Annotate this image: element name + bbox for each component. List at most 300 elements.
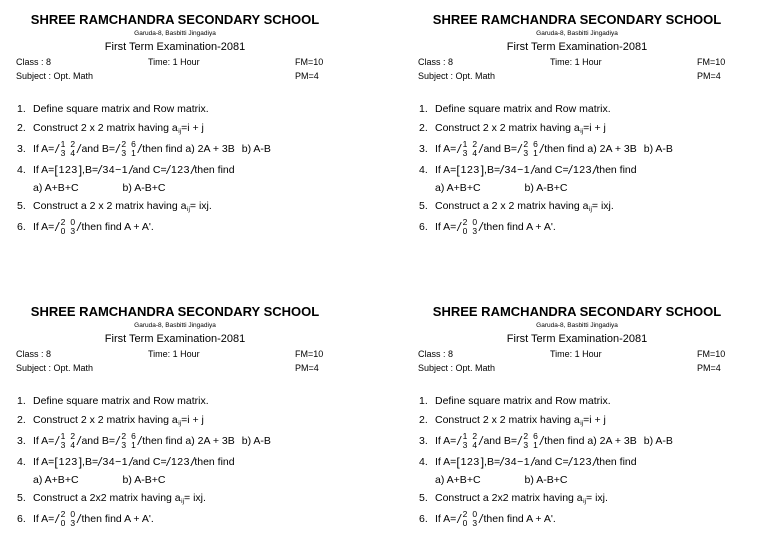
- question-list: [419, 391, 768, 530]
- class-info: Class : 8: [418, 349, 454, 359]
- full-marks: FM=10: [697, 57, 726, 67]
- matrix-bracket: /: [190, 454, 195, 469]
- question-number: 3.: [17, 435, 26, 447]
- matrix-cell: 6: [131, 431, 136, 441]
- matrix-column: [472, 510, 477, 528]
- matrix-cell: 1: [462, 139, 468, 149]
- question-text: Define square matrix and Row matrix.: [435, 102, 611, 115]
- question-number: 4.: [419, 163, 428, 176]
- row-matrix-c: 123: [572, 455, 592, 468]
- matrix-cell: 0: [462, 518, 468, 528]
- question-text: Construct a 2x2 matrix having a: [435, 492, 583, 505]
- matrix-a: [55, 218, 80, 236]
- matrix-b: [116, 140, 141, 158]
- question-5: [17, 197, 383, 217]
- question-text: then find: [194, 455, 235, 468]
- matrix-cell: 0: [60, 518, 66, 528]
- matrix-cell: 2: [70, 139, 76, 149]
- question-list: [17, 99, 383, 238]
- question-text: Construct a 2 x 2 matrix having a: [435, 200, 589, 213]
- row-matrix-c: 123: [170, 455, 190, 468]
- row-matrix-a: 123: [58, 455, 78, 468]
- question-text: If A=: [435, 143, 457, 155]
- row-bracket: ]: [78, 162, 83, 177]
- matrix-column: [61, 140, 66, 158]
- matrix-cell: 0: [70, 217, 76, 227]
- question-6: [419, 216, 768, 238]
- question-text: and C=: [132, 163, 167, 176]
- pass-marks: PM=4: [295, 71, 319, 81]
- matrix-cell: 1: [131, 148, 136, 158]
- question-text: = ixj.: [591, 200, 614, 213]
- question-list: [17, 391, 383, 530]
- row-matrix-c: 123: [170, 163, 190, 176]
- question-2: [17, 119, 383, 139]
- question-6: [419, 508, 768, 530]
- matrix-bracket: /: [539, 434, 544, 448]
- subscript: ij: [580, 127, 584, 135]
- question-number: 6.: [419, 513, 428, 525]
- question-text: Construct 2 x 2 matrix having a: [33, 122, 178, 135]
- exam-paper-top-right: [416, 12, 768, 252]
- matrix-bracket: /: [531, 162, 535, 177]
- matrix-column: [463, 140, 468, 158]
- matrix-bracket: /: [479, 434, 483, 448]
- matrix-cell: 1: [60, 431, 66, 441]
- matrix-cell: 6: [533, 431, 538, 441]
- matrix-cell: 3: [121, 440, 127, 450]
- question-text: then find A + A'.: [483, 221, 556, 233]
- question-text: and B=: [483, 435, 518, 447]
- matrix-a: [457, 432, 482, 450]
- question-number: 3.: [419, 435, 428, 447]
- question-part-a: a) A+B+C: [435, 474, 481, 486]
- question-5: [419, 197, 768, 217]
- matrix-column: [61, 218, 66, 236]
- school-address: Garuda-8, Basbitti Jingadiya: [536, 322, 618, 329]
- matrix-cell: 6: [533, 139, 538, 149]
- question-text: Define square matrix and Row matrix.: [33, 102, 209, 115]
- full-marks: FM=10: [295, 57, 324, 67]
- matrix-column: [472, 140, 477, 158]
- question-3: [419, 138, 768, 160]
- row-matrix-b: 34−1: [102, 455, 129, 468]
- subscript: ij: [187, 205, 190, 213]
- matrix-column: [463, 218, 468, 236]
- question-2: [419, 411, 768, 431]
- exam-title: First Term Examination-2081: [104, 333, 246, 345]
- time-info: Time: 1 Hour: [148, 57, 200, 67]
- matrix-bracket: /: [98, 454, 102, 469]
- class-info: Class : 8: [418, 57, 454, 67]
- matrix-cell: 2: [472, 139, 478, 149]
- question-2: [419, 119, 768, 139]
- matrix-a: [55, 140, 80, 158]
- question-text: ,B=: [484, 455, 501, 468]
- pass-marks: PM=4: [295, 363, 319, 373]
- matrix-bracket: /: [457, 142, 461, 156]
- matrix-bracket: /: [592, 162, 597, 177]
- question-1: [17, 99, 383, 119]
- matrix-column: [463, 510, 468, 528]
- question-number: 1.: [419, 394, 428, 407]
- question-text: Construct a 2 x 2 matrix having a: [33, 200, 187, 213]
- subscript: ij: [178, 419, 182, 427]
- matrix-a: [457, 140, 482, 158]
- question-text: =i + j: [583, 122, 606, 135]
- question-text: ,B=: [82, 163, 99, 176]
- exam-paper-bottom-left: [14, 304, 386, 544]
- matrix-cell: 2: [121, 139, 127, 149]
- question-text: Construct 2 x 2 matrix having a: [435, 122, 580, 135]
- question-part-b: b) A-B+C: [122, 474, 166, 486]
- matrix-cell: 1: [60, 139, 66, 149]
- matrix-cell: 3: [472, 226, 478, 236]
- row-matrix-a: 123: [58, 163, 78, 176]
- matrix-bracket: /: [592, 454, 597, 469]
- row-bracket: ]: [480, 454, 485, 469]
- question-part-b: b) A-B: [241, 143, 271, 155]
- time-info: Time: 1 Hour: [148, 349, 200, 359]
- question-number: 5.: [419, 492, 428, 505]
- question-text: then find: [596, 163, 637, 176]
- question-text: and B=: [81, 435, 116, 447]
- matrix-bracket: /: [98, 162, 102, 177]
- question-part-b: b) A-B+C: [524, 474, 568, 486]
- matrix-bracket: /: [137, 142, 142, 156]
- matrix-cell: 4: [472, 148, 478, 158]
- question-number: 4.: [17, 163, 26, 176]
- matrix-column: [472, 432, 477, 450]
- matrix-bracket: /: [55, 142, 59, 156]
- question-text: If A=: [33, 143, 55, 155]
- subscript: ij: [583, 497, 587, 505]
- class-info: Class : 8: [16, 57, 52, 67]
- question-number: 5.: [419, 200, 428, 213]
- matrix-b: [116, 432, 141, 450]
- question-text: =i + j: [181, 414, 204, 427]
- question-text: ,B=: [82, 455, 99, 468]
- question-text: If A=: [435, 163, 457, 176]
- exam-paper-top-left: [14, 12, 386, 252]
- question-text: If A=: [435, 435, 457, 447]
- matrix-bracket: /: [531, 454, 535, 469]
- question-text: and C=: [534, 163, 569, 176]
- matrix-bracket: /: [457, 512, 461, 526]
- question-number: 1.: [17, 394, 26, 407]
- matrix-cell: 3: [523, 148, 529, 158]
- subscript: ij: [178, 127, 182, 135]
- matrix-cell: 3: [60, 148, 66, 158]
- question-1: [17, 391, 383, 411]
- matrix-bracket: /: [166, 162, 170, 177]
- matrix-column: [523, 432, 528, 450]
- school-address: Garuda-8, Basbitti Jingadiya: [134, 30, 216, 37]
- question-text: Construct 2 x 2 matrix having a: [435, 414, 580, 427]
- question-1: [419, 391, 768, 411]
- matrix-column: [472, 218, 477, 236]
- matrix-column: [61, 432, 66, 450]
- question-3: [17, 138, 383, 160]
- question-text: If A=: [435, 221, 457, 233]
- row-matrix-b: 34−1: [102, 163, 129, 176]
- matrix-bracket: /: [568, 454, 572, 469]
- question-text: If A=: [33, 435, 55, 447]
- matrix-cell: 4: [70, 148, 76, 158]
- subject-info: Subject : Opt. Math: [418, 71, 496, 81]
- matrix-b: [518, 432, 543, 450]
- question-text: then find A + A'.: [483, 513, 556, 525]
- question-part-b: b) A-B: [643, 143, 673, 155]
- pass-marks: PM=4: [697, 71, 721, 81]
- matrix-cell: 0: [70, 509, 76, 519]
- matrix-cell: 3: [523, 440, 529, 450]
- matrix-bracket: /: [568, 162, 572, 177]
- matrix-cell: 2: [60, 217, 66, 227]
- matrix-cell: 2: [523, 431, 529, 441]
- row-matrix-b: 34−1: [504, 163, 531, 176]
- question-text: If A=: [435, 513, 457, 525]
- matrix-bracket: /: [116, 434, 120, 448]
- school-name: SHREE RAMCHANDRA SECONDARY SCHOOL: [432, 12, 722, 27]
- matrix-column: [523, 140, 528, 158]
- question-text: = ixj.: [184, 492, 206, 505]
- question-number: 5.: [17, 200, 26, 213]
- full-marks: FM=10: [295, 349, 324, 359]
- question-text: and B=: [483, 143, 518, 155]
- question-4: [17, 452, 383, 472]
- matrix-bracket: /: [55, 220, 59, 234]
- matrix-bracket: /: [539, 142, 544, 156]
- matrix-cell: 4: [472, 440, 478, 450]
- matrix-bracket: /: [137, 434, 142, 448]
- question-1: [419, 99, 768, 119]
- question-text: then find A + A'.: [81, 221, 154, 233]
- matrix-cell: 2: [472, 431, 478, 441]
- matrix-bracket: /: [457, 220, 461, 234]
- matrix-column: [61, 510, 66, 528]
- question-text: If A=: [33, 163, 55, 176]
- matrix-column: [70, 218, 75, 236]
- question-number: 2.: [419, 414, 428, 427]
- question-number: 5.: [17, 492, 26, 505]
- question-5: [17, 489, 383, 509]
- matrix-cell: 2: [70, 431, 76, 441]
- question-text: then find a) 2A + 3B: [544, 143, 637, 155]
- question-part-b: b) A-B+C: [122, 182, 166, 194]
- matrix-cell: 3: [121, 148, 127, 158]
- school-address: Garuda-8, Basbitti Jingadiya: [134, 322, 216, 329]
- subject-info: Subject : Opt. Math: [418, 363, 496, 373]
- matrix-cell: 0: [472, 217, 478, 227]
- matrix-cell: 1: [131, 440, 136, 450]
- matrix-a: [457, 218, 482, 236]
- exam-paper-bottom-right: [416, 304, 768, 544]
- question-text: If A=: [435, 455, 457, 468]
- question-part-a: a) A+B+C: [33, 182, 79, 194]
- matrix-cell: 0: [462, 226, 468, 236]
- question-number: 3.: [419, 143, 428, 155]
- question-number: 6.: [17, 221, 26, 233]
- matrix-column: [121, 140, 126, 158]
- question-text: and C=: [534, 455, 569, 468]
- subscript: ij: [580, 419, 584, 427]
- question-number: 2.: [419, 122, 428, 135]
- matrix-bracket: /: [55, 434, 59, 448]
- question-number: 2.: [17, 414, 26, 427]
- question-4: [419, 160, 768, 180]
- question-part-b: b) A-B: [643, 435, 673, 447]
- matrix-cell: 2: [121, 431, 127, 441]
- question-part-b: b) A-B: [241, 435, 271, 447]
- matrix-cell: 0: [472, 509, 478, 519]
- question-text: If A=: [33, 221, 55, 233]
- subscript: ij: [181, 497, 185, 505]
- matrix-cell: 3: [60, 440, 66, 450]
- question-text: ,B=: [484, 163, 501, 176]
- row-bracket: [: [456, 162, 460, 177]
- matrix-column: [131, 140, 136, 158]
- matrix-column: [70, 140, 75, 158]
- question-4: [17, 160, 383, 180]
- matrix-bracket: /: [500, 454, 504, 469]
- matrix-cell: 4: [70, 440, 76, 450]
- matrix-cell: 0: [60, 226, 66, 236]
- row-bracket: [: [456, 454, 460, 469]
- matrix-cell: 1: [533, 440, 538, 450]
- question-4-parts: [419, 472, 768, 489]
- question-5: [419, 489, 768, 509]
- question-text: If A=: [33, 513, 55, 525]
- matrix-cell: 3: [70, 518, 76, 528]
- matrix-bracket: /: [518, 142, 522, 156]
- question-number: 4.: [17, 455, 26, 468]
- matrix-bracket: /: [479, 220, 483, 234]
- matrix-column: [131, 432, 136, 450]
- matrix-a: [457, 510, 482, 528]
- school-address: Garuda-8, Basbitti Jingadiya: [536, 30, 618, 37]
- matrix-bracket: /: [457, 434, 461, 448]
- question-4: [419, 452, 768, 472]
- matrix-cell: 3: [70, 226, 76, 236]
- question-text: then find A + A'.: [81, 513, 154, 525]
- question-part-b: b) A-B+C: [524, 182, 568, 194]
- matrix-bracket: /: [129, 162, 133, 177]
- matrix-bracket: /: [77, 434, 81, 448]
- matrix-bracket: /: [77, 512, 81, 526]
- question-3: [419, 430, 768, 452]
- matrix-bracket: /: [190, 162, 195, 177]
- question-text: Construct 2 x 2 matrix having a: [33, 414, 178, 427]
- matrix-cell: 6: [131, 139, 136, 149]
- question-text: then find: [596, 455, 637, 468]
- question-number: 2.: [17, 122, 26, 135]
- matrix-b: [518, 140, 543, 158]
- time-info: Time: 1 Hour: [550, 349, 602, 359]
- matrix-column: [533, 140, 538, 158]
- matrix-column: [70, 432, 75, 450]
- question-number: 6.: [419, 221, 428, 233]
- row-matrix-a: 123: [460, 455, 480, 468]
- matrix-column: [533, 432, 538, 450]
- question-text: = ixj.: [189, 200, 212, 213]
- question-text: =i + j: [181, 122, 204, 135]
- question-part-a: a) A+B+C: [33, 474, 79, 486]
- question-6: [17, 508, 383, 530]
- matrix-cell: 2: [462, 217, 468, 227]
- matrix-bracket: /: [129, 454, 133, 469]
- question-part-a: a) A+B+C: [435, 182, 481, 194]
- question-list: [419, 99, 768, 238]
- question-text: Define square matrix and Row matrix.: [435, 394, 611, 407]
- question-number: 3.: [17, 143, 26, 155]
- matrix-bracket: /: [479, 512, 483, 526]
- matrix-cell: 2: [523, 139, 529, 149]
- question-text: = ixj.: [586, 492, 608, 505]
- question-number: 4.: [419, 455, 428, 468]
- matrix-cell: 2: [462, 509, 468, 519]
- row-bracket: [: [54, 454, 58, 469]
- matrix-bracket: /: [166, 454, 170, 469]
- matrix-bracket: /: [77, 142, 81, 156]
- question-text: then find a) 2A + 3B: [142, 435, 235, 447]
- matrix-column: [463, 432, 468, 450]
- question-number: 1.: [419, 102, 428, 115]
- matrix-a: [55, 510, 80, 528]
- row-bracket: [: [54, 162, 58, 177]
- question-text: and B=: [81, 143, 116, 155]
- question-text: =i + j: [583, 414, 606, 427]
- row-matrix-a: 123: [460, 163, 480, 176]
- question-text: then find a) 2A + 3B: [544, 435, 637, 447]
- exam-title: First Term Examination-2081: [506, 333, 648, 345]
- question-4-parts: [17, 180, 383, 197]
- subscript: ij: [589, 205, 592, 213]
- question-4-parts: [419, 180, 768, 197]
- row-matrix-b: 34−1: [504, 455, 531, 468]
- row-matrix-c: 123: [572, 163, 592, 176]
- matrix-bracket: /: [479, 142, 483, 156]
- matrix-bracket: /: [116, 142, 120, 156]
- question-6: [17, 216, 383, 238]
- question-4-parts: [17, 472, 383, 489]
- matrix-a: [55, 432, 80, 450]
- question-3: [17, 430, 383, 452]
- school-name: SHREE RAMCHANDRA SECONDARY SCHOOL: [30, 304, 320, 319]
- matrix-cell: 1: [533, 148, 538, 158]
- pass-marks: PM=4: [697, 363, 721, 373]
- class-info: Class : 8: [16, 349, 52, 359]
- matrix-cell: 1: [462, 431, 468, 441]
- subject-info: Subject : Opt. Math: [16, 71, 94, 81]
- question-number: 6.: [17, 513, 26, 525]
- question-text: then find a) 2A + 3B: [142, 143, 235, 155]
- question-text: Construct a 2x2 matrix having a: [33, 492, 181, 505]
- matrix-column: [70, 510, 75, 528]
- matrix-bracket: /: [518, 434, 522, 448]
- time-info: Time: 1 Hour: [550, 57, 602, 67]
- matrix-cell: 3: [472, 518, 478, 528]
- subject-info: Subject : Opt. Math: [16, 363, 94, 373]
- matrix-bracket: /: [77, 220, 81, 234]
- matrix-cell: 3: [462, 440, 468, 450]
- question-2: [17, 411, 383, 431]
- question-text: and C=: [132, 455, 167, 468]
- full-marks: FM=10: [697, 349, 726, 359]
- row-bracket: ]: [480, 162, 485, 177]
- exam-title: First Term Examination-2081: [104, 41, 246, 53]
- question-text: then find: [194, 163, 235, 176]
